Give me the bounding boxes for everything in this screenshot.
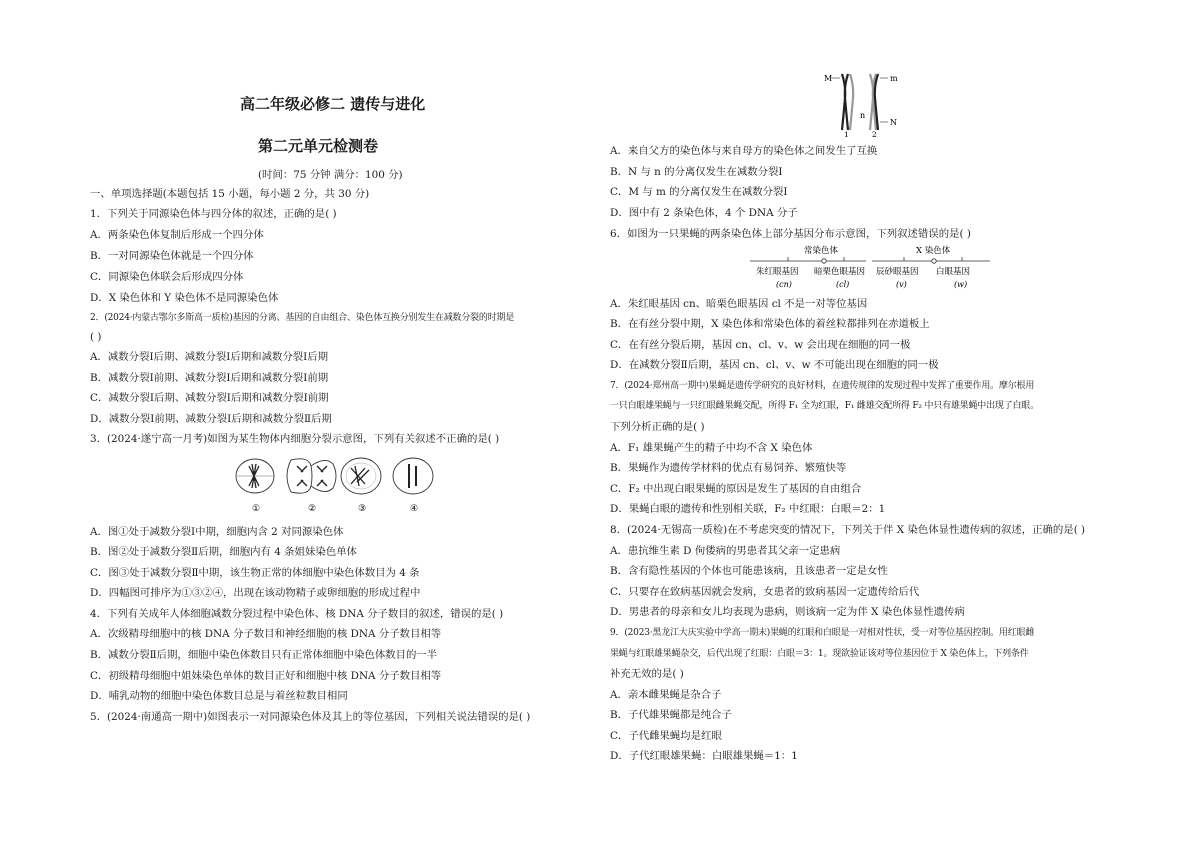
fig-label-n: n <box>860 111 866 120</box>
q1-option-d: D．X 染色体和 Y 染色体不是同源染色体 <box>90 292 279 304</box>
exam-info: (时间：75 分钟 满分：100 分) <box>258 169 403 181</box>
gene-cn-symbol: (cn) <box>776 280 792 289</box>
autosome-label: 常染色体 <box>804 246 839 256</box>
page-title: 高二年级必修二 遗传与进化 <box>240 95 426 113</box>
q8-option-c: C．只要存在致病基因就会发病，女患者的致病基因一定遗传给后代 <box>610 586 920 598</box>
q4-option-b: B．减数分裂Ⅱ后期，细胞中染色体数目只有正常体细胞中染色体数目的一半 <box>90 649 438 661</box>
gene-map-figure <box>748 243 992 293</box>
q7-stem-3: 下列分析正确的是( ) <box>610 421 705 433</box>
q9-stem-2: 果蝇与红眼雄果蝇杂交，后代出现了红眼：白眼＝3：1。现欲验证该对等位基因位于 X 染色体上，下列条件 <box>610 649 1029 659</box>
q6-option-a: A．朱红眼基因 cn、暗栗色眼基因 cl 不是一对等位基因 <box>610 298 868 310</box>
q6-option-d: D．在减数分裂Ⅱ后期，基因 cn、cl、v、w 不可能出现在细胞的同一极 <box>610 359 939 371</box>
q7-option-b: B．果蝇作为遗传学材料的优点有易饲养、繁殖快等 <box>610 462 847 474</box>
q2-option-d: D．减数分裂Ⅰ前期、减数分裂Ⅰ后期和减数分裂Ⅱ后期 <box>90 413 332 425</box>
cell-3 <box>341 458 381 514</box>
homologous-chromosome-figure <box>822 70 914 138</box>
cell-1 <box>236 459 274 514</box>
gene-w-label: 白眼基因 <box>936 267 971 277</box>
q5-option-d: D．图中有 2 条染色体，4 个 DNA 分子 <box>610 207 798 219</box>
q3-stem: 3．(2024·遂宁高一月考)如图为某生物体内细胞分裂示意图，下列有关叙述不正确的是( ) <box>90 433 500 445</box>
cell-4-label: ④ <box>410 504 419 514</box>
cell-division-figure <box>235 452 435 514</box>
q8-stem: 8．(2024·无锡高一质检)在不考虑突变的情况下，下列关于伴 X 染色体显性遗传病的叙述，正确的是( ) <box>610 524 1086 536</box>
q3-option-d: D．四幅图可排序为①③②④，出现在该动物精子或卵细胞的形成过程中 <box>90 587 421 599</box>
q7-stem-2: 一只白眼雄果蝇与一只红眼雌果蝇交配，所得 F₁ 全为红眼，F₁ 雌雄交配所得 F₂ 中只有雄果蝇中出现了白眼。 <box>610 401 1039 411</box>
gene-v-symbol: (v) <box>896 280 907 289</box>
cell-2 <box>287 459 336 514</box>
gene-cl-symbol: (cl) <box>836 280 850 289</box>
fig-label-M: M <box>824 74 833 83</box>
q8-option-b: B．含有隐性基因的个体也可能患该病，且该患者一定是女性 <box>610 565 888 577</box>
fig-label-N: N <box>890 118 897 127</box>
q1-option-b: B．一对同源染色体就是一个四分体 <box>90 250 254 262</box>
q2-option-b: B．减数分裂Ⅰ前期、减数分裂Ⅰ后期和减数分裂Ⅰ前期 <box>90 372 329 384</box>
cell-3-label: ③ <box>358 504 367 514</box>
gene-w-symbol: (w) <box>954 280 968 289</box>
q9-stem: 9．(2023·黑龙江大庆实验中学高一期末)果蝇的红眼和白眼是一对相对性状，受一对等位基因控制。用红眼雌 <box>610 628 1035 638</box>
gene-cl-label: 暗栗色眼基因 <box>814 267 866 277</box>
q7-option-c: C．F₂ 中出现白眼果蝇的原因是发生了基因的自由组合 <box>610 483 862 495</box>
q5-option-b: B．N 与 n 的分离仅发生在减数分裂Ⅰ <box>610 166 783 178</box>
gene-v-label: 辰砂眼基因 <box>876 267 919 277</box>
q2-stem-bracket: ( ) <box>90 331 102 343</box>
q8-option-d: D．男患者的母亲和女儿均表现为患病，则该病一定为伴 X 染色体显性遗传病 <box>610 606 965 618</box>
fig-label-m: m <box>890 74 898 83</box>
q8-option-a: A．患抗维生素 D 佝偻病的男患者其父亲一定患病 <box>610 545 841 557</box>
q9-option-b: B．子代雄果蝇都是纯合子 <box>610 709 732 721</box>
q4-option-a: A．次级精母细胞中的核 DNA 分子数目和神经细胞的核 DNA 分子数目相等 <box>90 628 442 640</box>
q3-option-c: C．图③处于减数分裂Ⅱ中期，该生物正常的体细胞中染色体数目为 4 条 <box>90 567 420 579</box>
q6-stem: 6．如图为一只果蝇的两条染色体上部分基因分布示意图，下列叙述错误的是( ) <box>610 228 971 240</box>
q9-option-a: A．亲本雌果蝇是杂合子 <box>610 689 722 701</box>
cell-2-label: ② <box>308 504 317 514</box>
x-chromosome-label: X 染色体 <box>916 246 951 256</box>
q4-option-d: D．哺乳动物的细胞中染色体数目总是与着丝粒数目相同 <box>90 690 348 702</box>
q1-option-a: A．两条染色体复制后形成一个四分体 <box>90 229 264 241</box>
q7-stem: 7．(2024·郑州高一期中)果蝇是遗传学研究的良好材料，在遗传规律的发现过程中发挥了重要作用。摩尔根用 <box>610 381 1035 391</box>
q9-stem-3: 补充无效的是( ) <box>610 668 684 680</box>
q4-stem: 4．下列有关成年人体细胞减数分裂过程中染色体、核 DNA 分子数目的叙述，错误的是( ) <box>90 608 504 620</box>
page-subtitle: 第二元单元检测卷 <box>258 137 379 155</box>
q3-option-a: A．图①处于减数分裂Ⅰ中期，细胞内含 2 对同源染色体 <box>90 526 344 538</box>
q5-stem: 5．(2024·南通高一期中)如图表示一对同源染色体及其上的等位基因，下列相关说法错误的是( ) <box>90 711 531 723</box>
q2-stem: 2．(2024·内蒙古鄂尔多斯高一质检)基因的分离、基因的自由组合、染色体互换分别发生在减数分裂的时期是 <box>90 313 515 323</box>
q5-option-c: C．M 与 m 的分离仅发生在减数分裂Ⅰ <box>610 186 788 198</box>
cell-4 <box>393 458 433 514</box>
q7-option-a: A．F₁ 雄果蝇产生的精子中均不含 X 染色体 <box>610 442 813 454</box>
cell-1-label: ① <box>252 504 261 514</box>
fig-label-2: 2 <box>872 130 877 138</box>
q2-option-a: A．减数分裂Ⅰ后期、减数分裂Ⅰ后期和减数分裂Ⅰ后期 <box>90 351 329 363</box>
q2-option-c: C．减数分裂Ⅰ后期、减数分裂Ⅰ后期和减数分裂Ⅰ前期 <box>90 392 329 404</box>
q7-option-d: D．果蝇白眼的遗传和性别相关联，F₂ 中红眼：白眼＝2：1 <box>610 503 886 515</box>
fig-label-1: 1 <box>844 130 849 138</box>
q9-option-c: C．子代雌果蝇均是红眼 <box>610 730 722 742</box>
gene-cn-label: 朱红眼基因 <box>756 267 799 277</box>
section-heading: 一、单项选择题(本题包括 15 小题，每小题 2 分，共 30 分) <box>90 188 370 200</box>
q9-option-d: D．子代红眼雄果蝇：白眼雄果蝇＝1：1 <box>610 750 798 762</box>
q6-option-c: C．在有丝分裂后期，基因 cn、cl、v、w 会出现在细胞的同一极 <box>610 339 911 351</box>
q3-option-b: B．图②处于减数分裂Ⅱ后期，细胞内有 4 条姐妹染色单体 <box>90 546 357 558</box>
q1-stem: 1．下列关于同源染色体与四分体的叙述，正确的是( ) <box>90 208 337 220</box>
q6-option-b: B．在有丝分裂中期，X 染色体和常染色体的着丝粒都排列在赤道板上 <box>610 318 930 330</box>
q5-option-a: A．来自父方的染色体与来自母方的染色体之间发生了互换 <box>610 145 878 157</box>
q1-option-c: C．同源染色体联会后形成四分体 <box>90 271 244 283</box>
q4-option-c: C．初级精母细胞中姐妹染色单体的数目正好和细胞中核 DNA 分子数目相等 <box>90 670 442 682</box>
